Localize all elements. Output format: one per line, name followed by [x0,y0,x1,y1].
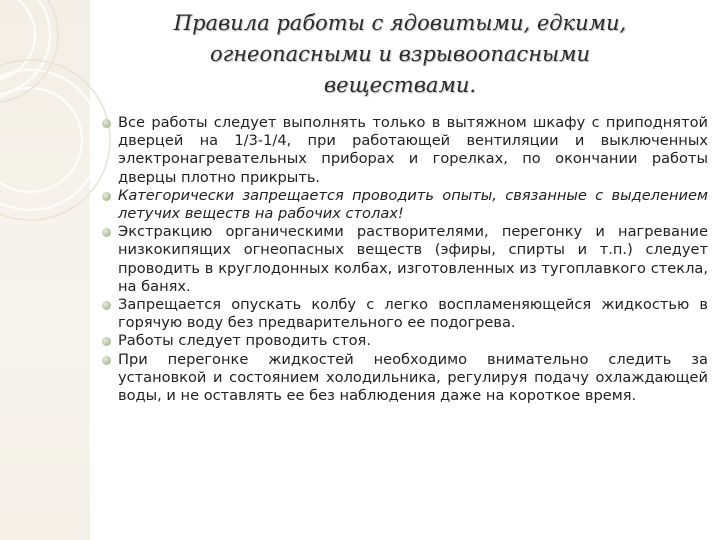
bullet-icon [102,337,111,346]
bullet-icon [102,301,111,310]
title-line: огнеопасными и взрывоопасными [209,42,591,66]
rule-text: Экстракцию органическими растворителями, перегонку и нагревание низкокипящих огнеопасных веществ (эфиры, спирты и т.п.) следует проводить в круглодонных колбах, изготовленных из тугоплавкого стекла, на банях. [118,223,708,295]
rules-list [102,114,708,405]
bullet-icon [102,192,111,201]
bullet-icon [102,119,111,128]
list-item [102,351,708,406]
title-line: Правила работы с ядовитыми, едкими, [173,11,627,35]
rule-text: Работы следует проводить стоя. [118,332,371,350]
rule-text: При перегонке жидкостей необходимо внимательно следить за установкой и состоянием холодильника, регулируя подачу охлаждающей воды, и не оставлять ее без наблюдения даже на короткое время. [118,350,708,405]
bullet-icon [102,356,111,365]
list-item [102,296,708,332]
rule-text: Все работы следует выполнять только в вытяжном шкафу с приподнятой дверцей на 1/3-1/4, при работающей вентиляции и выключенных электронагревательных приборах и горелках, по окончании работы дверцы плотно прикрыть. [118,114,708,186]
page-title [110,8,690,101]
title-line: веществами. [323,73,477,97]
bullet-icon [102,228,111,237]
rule-text: Категорически запрещается проводить опыты, связанные с выделением летучих веществ на рабочих столах! [118,186,708,223]
list-item [102,332,708,350]
rule-text: Запрещается опускать колбу с легко воспламеняющейся жидкостью в горячую воду без предварительного ее подогрева. [118,296,708,332]
list-item [102,223,708,296]
list-item [102,114,708,187]
list-item [102,187,708,223]
